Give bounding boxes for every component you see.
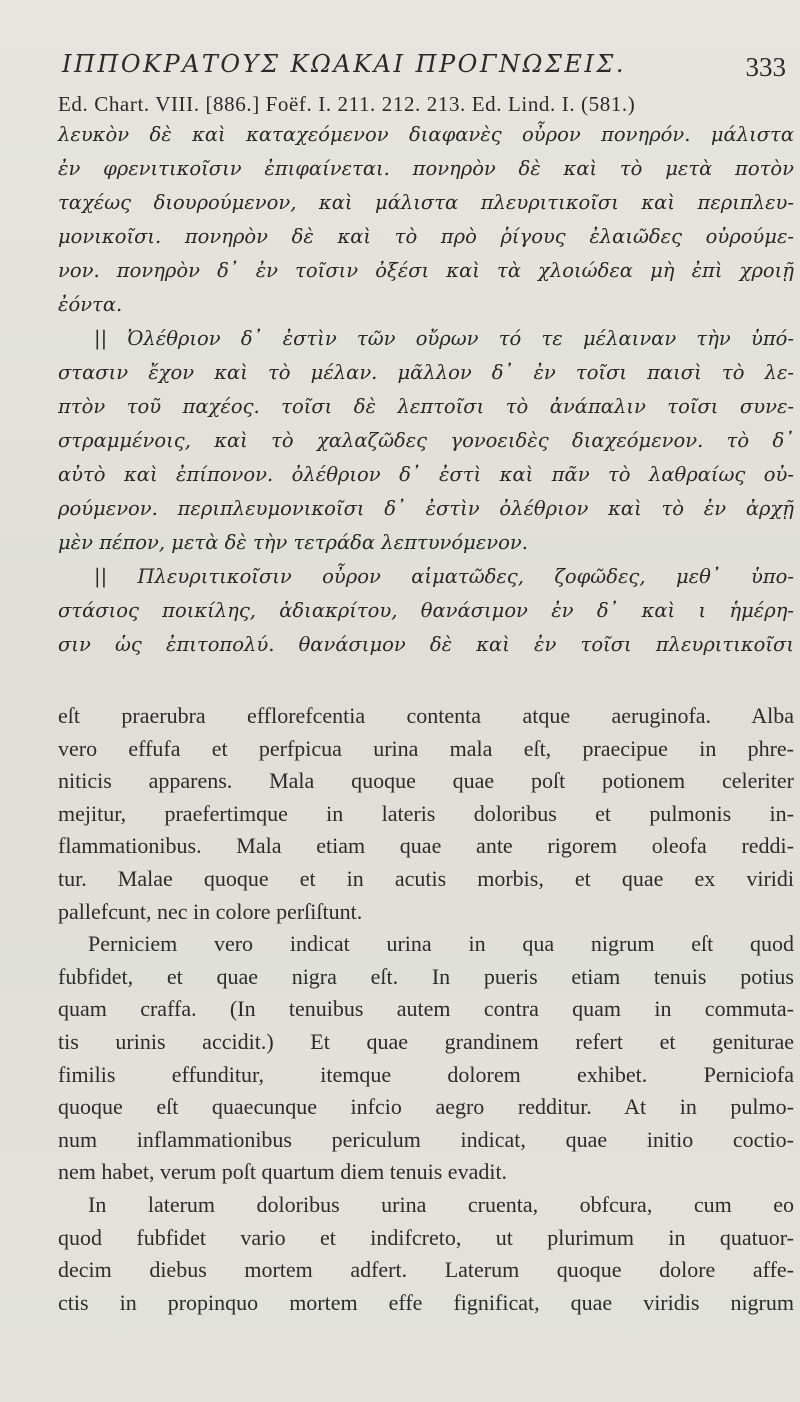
- greek-line: || Πλευριτικοῖσιν οὖρον αἱματῶδες, ζοφῶδες, μεθ᾽ ὑπο-: [94, 565, 794, 588]
- greek-line: μονικοῖσι. πονηρὸν δὲ καὶ τὸ πρὸ ῥίγους ἐλαιῶδες οὐρούμε-: [58, 225, 794, 248]
- latin-line: tur. Malae quoque et in acutis morbis, et quae ex viridi: [58, 865, 794, 891]
- running-title: ΙΠΠΟΚΡΑΤΟΥΣ ΚΩΑΚΑΙ ΠΡΟΓΝΩΣΕΙΣ.: [62, 50, 626, 78]
- latin-line: fimilis effunditur, itemque dolorem exhibet. Perniciofa: [58, 1061, 794, 1087]
- greek-line: μὲν πέπον, μετὰ δὲ τὴν τετράδα λεπτυνόμενον.: [58, 531, 528, 554]
- running-head: [52, 50, 792, 98]
- latin-line: fubfidet, et quae nigra eſt. In pueris etiam tenuis potius: [58, 963, 794, 989]
- latin-line: In laterum doloribus urina cruenta, obfcura, cum eo: [88, 1191, 794, 1217]
- latin-line: flammationibus. Mala etiam quae ante rigorem oleofa reddi-: [58, 833, 794, 859]
- latin-line: num inflammationibus periculum indicat, quae initio coctio-: [58, 1126, 794, 1152]
- greek-line: λευκὸν δὲ καὶ καταχεόμενον διαφανὲς οὖρον πονηρόν. μάλιστα: [58, 123, 794, 146]
- latin-line: Perniciem vero indicat urina in qua nigrum eſt quod: [88, 931, 794, 957]
- greek-line: || Ὀλέθριον δ᾽ ἐστὶν τῶν οὔρων τό τε μέλαιναν τὴν ὑπό-: [94, 327, 794, 350]
- latin-line: pallefcunt, nec in colore perſiſtunt.: [58, 898, 363, 924]
- latin-line: nem habet, verum poſt quartum diem tenuis evadit.: [58, 1159, 508, 1185]
- greek-line: στάσιος ποικίλης, ἀδιακρίτου, θανάσιμον ἐν δ᾽ καὶ ι ἡμέρη-: [58, 599, 794, 622]
- greek-line: σιν ὡς ἐπιτοπολύ. θανάσιμον δὲ καὶ ἐν τοῖσι πλευριτικοῖσι: [58, 633, 794, 656]
- greek-line: στραμμένοις, καὶ τὸ χαλαζῶδες γονοειδὲς διαχεόμενον. τὸ δ᾽: [58, 429, 794, 452]
- latin-line: vero effufa et perfpicua urina mala eſt, praecipue in phre-: [58, 735, 794, 761]
- greek-line: αὐτὸ καὶ ἐπίπονον. ὀλέθριον δ᾽ ἐστὶ καὶ πᾶν τὸ λαθραίως οὐ-: [58, 463, 794, 486]
- latin-line: quod fubfidet vario et indifcreto, ut plurimum in quatuor-: [58, 1224, 794, 1250]
- latin-line: quoque eſt quaecunque infcio aegro redditur. At in pulmo-: [58, 1094, 794, 1120]
- greek-line: ρούμενον. περιπλευμονικοῖσι δ᾽ ἐστὶν ὀλέθριον καὶ τὸ ἐν ἀρχῇ: [58, 497, 794, 520]
- page-number: 333: [745, 52, 786, 82]
- greek-line: στασιν ἔχον καὶ τὸ μέλαν. μᾶλλον δ᾽ ἐν τοῖσι παισὶ τὸ λε-: [58, 361, 794, 384]
- greek-text-block: [58, 118, 794, 662]
- latin-text-block: [58, 700, 794, 1319]
- edition-reference-line: Ed. Chart. VIII. [886.] Foëf. I. 211. 212. 213. Ed. Lind. I. (581.): [58, 92, 636, 116]
- greek-line: ταχέως διουρούμενον, καὶ μάλιστα πλευριτικοῖσι καὶ περιπλευ-: [58, 191, 794, 214]
- latin-line: mejitur, praefertimque in lateris doloribus et pulmonis in-: [58, 800, 794, 826]
- latin-line: tis urinis accidit.) Et quae grandinem refert et geniturae: [58, 1028, 794, 1054]
- greek-line: ἐόντα.: [58, 293, 123, 316]
- greek-line: ἐν φρενιτικοῖσιν ἐπιφαίνεται. πονηρὸν δὲ καὶ τὸ μετὰ ποτὸν: [58, 157, 794, 180]
- latin-line: eſt praerubra efflorefcentia contenta atque aeruginofa. Alba: [58, 703, 794, 728]
- latin-line: decim diebus mortem adfert. Laterum quoque dolore affe-: [58, 1257, 794, 1283]
- latin-line: niticis apparens. Mala quoque quae poſt potionem celeriter: [58, 768, 794, 794]
- latin-line: ctis in propinquo mortem effe fignificat, quae viridis nigrum: [58, 1289, 794, 1315]
- greek-line: πτὸν τοῦ παχέος. τοῖσι δὲ λεπτοῖσι τὸ ἀνάπαλιν τοῖσι συνε-: [58, 395, 794, 418]
- greek-line: νον. πονηρὸν δ᾽ ἐν τοῖσιν ὀξέσι καὶ τὰ χλοιώδεα μὴ ἐπὶ χροιῇ: [58, 259, 794, 282]
- latin-line: quam craffa. (In tenuibus autem contra quam in commuta-: [58, 996, 794, 1022]
